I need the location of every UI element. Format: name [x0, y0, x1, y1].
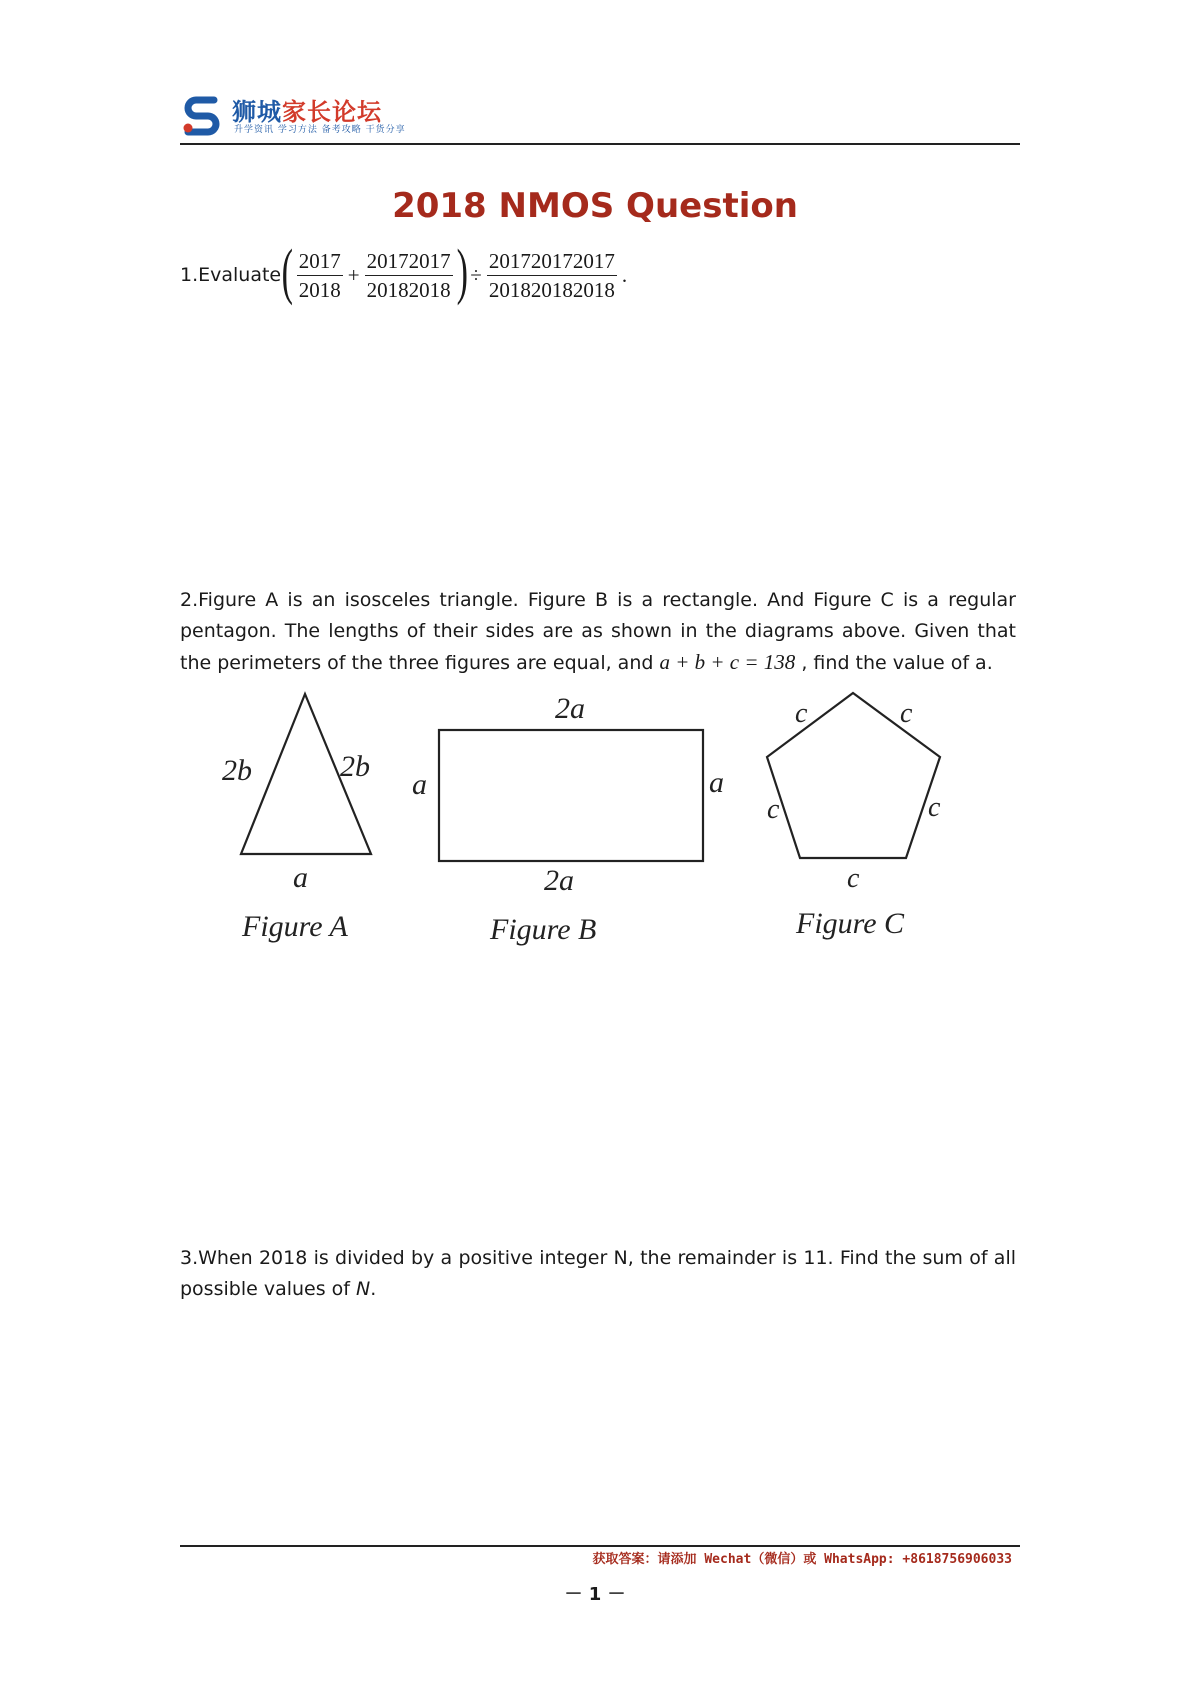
figure-c-pentagon — [767, 693, 940, 858]
question-1 — [180, 238, 1016, 306]
figure-a-left-label: 2b — [222, 754, 252, 787]
figure-c-label-left: c — [767, 794, 780, 825]
logo-tagline: 升学资讯 学习方法 备考攻略 干货分享 — [234, 125, 406, 135]
q2-text-end: , find the value of a. — [795, 652, 993, 674]
footer-divider — [180, 1545, 1020, 1547]
divide-sign: ÷ — [470, 262, 482, 287]
footer-contact-note: 获取答案：请添加 Wechat（微信）或 WhatsApp: +8618756906033 — [592, 1552, 1012, 1567]
q3-text: 3.When 2018 is divided by a positive integer N, the remainder is 11. Find the sum of all possible values of — [180, 1247, 1016, 1300]
plus-sign: + — [347, 262, 360, 287]
figure-b-left-label: a — [412, 768, 427, 801]
question-2 — [180, 585, 1016, 679]
q3-variable: N — [356, 1278, 371, 1300]
figure-c-label-top-right: c — [900, 698, 913, 729]
page-title: 2018 NMOS Question — [392, 186, 798, 226]
fraction-2-denominator: 20182018 — [366, 277, 451, 302]
figure-b-right-label: a — [709, 766, 724, 799]
page-header — [180, 88, 1020, 144]
fraction-3 — [487, 247, 617, 304]
figure-c-label-right: c — [928, 792, 941, 823]
q1-period: . — [621, 262, 628, 287]
q2-text: 2.Figure A is an isosceles triangle. Figure B is a rectangle. And Figure C is a regular pentagon. The lengths of their sides are as shown in the diagrams above. Given that the perimeters of the three figures are equal, and — [180, 589, 1016, 674]
figure-c-caption: Figure C — [796, 907, 905, 940]
figure-b-top-label: 2a — [555, 692, 585, 725]
fraction-1 — [297, 247, 343, 304]
header-divider — [180, 143, 1020, 145]
figures-diagram — [200, 680, 960, 960]
figure-a-caption: Figure A — [242, 910, 348, 943]
fraction-3-numerator: 201720172017 — [487, 247, 617, 276]
fraction-3-denominator: 201820182018 — [488, 277, 615, 302]
figure-b-bottom-label: 2a — [544, 864, 574, 897]
left-paren: ( — [281, 238, 294, 306]
figure-c-label-top-left: c — [795, 698, 808, 729]
fraction-2-numerator: 20172017 — [365, 247, 453, 276]
page-number: － 1 － — [564, 1584, 626, 1605]
figure-a-right-label: 2b — [340, 750, 370, 783]
q1-prefix: 1.Evaluate — [180, 263, 282, 286]
figure-b-caption: Figure B — [490, 913, 597, 946]
q2-equation: a + b + c = 138 — [659, 650, 796, 674]
right-paren: ) — [456, 238, 468, 306]
logo-brand: 狮城家长论坛 — [232, 98, 382, 126]
figure-b-rectangle — [439, 730, 703, 861]
q3-period: . — [370, 1278, 377, 1300]
figure-a-base-label: a — [293, 861, 308, 894]
figure-c-label-bottom: c — [847, 863, 860, 894]
logo-s-icon — [180, 92, 224, 136]
question-3 — [180, 1243, 1016, 1305]
fraction-2 — [365, 247, 453, 304]
fraction-1-denominator: 2018 — [298, 277, 341, 302]
fraction-1-numerator: 2017 — [297, 247, 343, 276]
